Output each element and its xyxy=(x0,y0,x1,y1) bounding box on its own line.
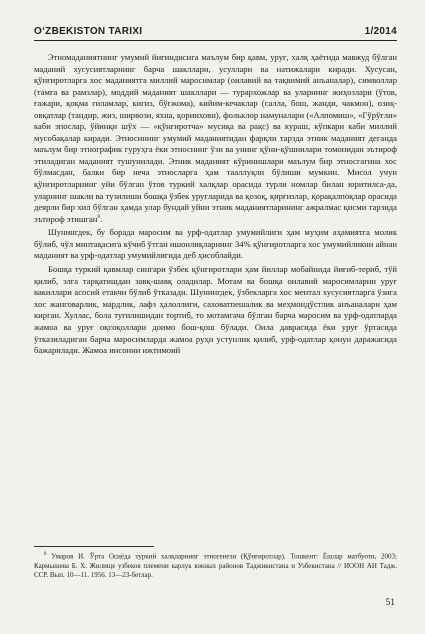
journal-title: O‘ZBEKISTON TARIXI xyxy=(34,26,143,37)
article-body xyxy=(34,52,397,359)
page-number: 51 xyxy=(385,598,395,608)
header-rule xyxy=(34,40,397,41)
paragraph-1: Этномаданиятнинг умумий йиғиндисига маълум бир қавм, уруғ, халқ ҳаётида мавжуд бўлган маданий хусусиятларнинг барча шакллари, усуллари ва натижалари киради. Хусусан, қўнғиротларга хос маданиятга миллий маросимлар (оилавий ва тақвимий анъаналар), символлар (тамға ва рамзлар), моддий маданият шакллари — турархожлар ва уларнинг жиҳозлари (ўтов, ғажари, қоқма гиламлар, кигиз, бўғжома), кийим-кечаклар (салла, бош, жанди, чакмон), озиқ-овқатлар (тандир, жиз, ширвози, яхна, қоринховн), фольклор намуналари («Алпомиш», «Гўрўғли» каби эпослар, ўйинқи шўх — «қўнғиротча» мусиқа ва рақс) ва кураш, кўпкари каби миллий мусобақалар киради. Этносининг умумий маданиятидан фарқли тарзда этник маданият деганда маълум бир этнографик гуруҳга ёки этноснинг ўзи ва унинг қўни-қўшнилари томонидан эътироф этиладиган маданият тушунилади. Этник маданият кўринишлари маълум бир этносгагина хос бўлмасдан, балки бир неча этносларга ҳам тааллуқли бўлиши мумкин. Мисол учун қўнғиротларнинг уйи бўлган ўтов туркий халқлар орасида турли номлар билан юритилса-да, уларнинг шакли ва тузилиши бошқа ўзбек уруғларида ва қозоқ, қирғизлар, қорақалпоқлар орасида деярли бир хил бўлган ҳамда улар бундай уйни этник маданиятларининг ажралмас қисми тарзида эътироф этишган$^8$. xyxy=(34,52,397,224)
paragraph-3: Бошқа туркий қавмлар сингари ўзбек қўнғиротлари ҳам йиллар мобайнида йиғиб-териб, тўй қилиб, элга тарқатишдан завқ-шавқ оладилар. Мотам ва бошқа оилавий маросимларни уруғ вакиллари асосий етакчи бўлиб ўтказади. Шунингдек, ўзбекларга хос ментал хусусиятларга ўзига хос жанговарлик, мардлик, лафз ҳалоллиги, саховатпешалик ва меҳмондўстлик анъаналари ҳам кирган. Хуллас, бола туғилишидан тортиб, то мотамгача бўлган барча маросим ва урф-одатларда жамоа ва уруғ оқсоқоллари доимо бош-қош бўлади. Оила даврасида ёки уруғ ўртасида ўтказиладиган барча маросимларда жамоа руҳи устунлик қилиб, урф-одатлар қонун даражасида бажарилади. Жамоа инсонни ижтимоий xyxy=(34,264,397,356)
footnote-number: 8 xyxy=(44,552,47,557)
footnote-text: Умаров И. Ўрта Осиёда туркий халқларнинг этногенези (Қўнғиротлар). Тошкент: Ёшлар матбуоти, 2003; Кармышева Б. Х. Жилище узбеков племени карлук южных районов Таджикистана и Узбекистана // ИООН АН Тадж. ССР. Вып. 10—11. 1956. 13—23-бетлар. xyxy=(34,552,398,579)
footnote xyxy=(34,550,397,580)
paragraph-2: Шунингдек, бу борада маросим ва урф-одатлар умумийлиги ҳам муҳим аҳамиятга молик бўлиб, чўл минтақасига кўчиб ўтган ишонлиқларнинг 34% қўнғиротларга хос умумийликни айнан маданият ва урф-одатлар умумийлигида деб ҳисоблайди. xyxy=(34,227,397,261)
footnote-reference[interactable]: 8 xyxy=(97,213,101,220)
footnote-rule xyxy=(34,546,154,547)
running-header xyxy=(34,26,397,37)
issue-number: 1/2014 xyxy=(364,26,397,37)
